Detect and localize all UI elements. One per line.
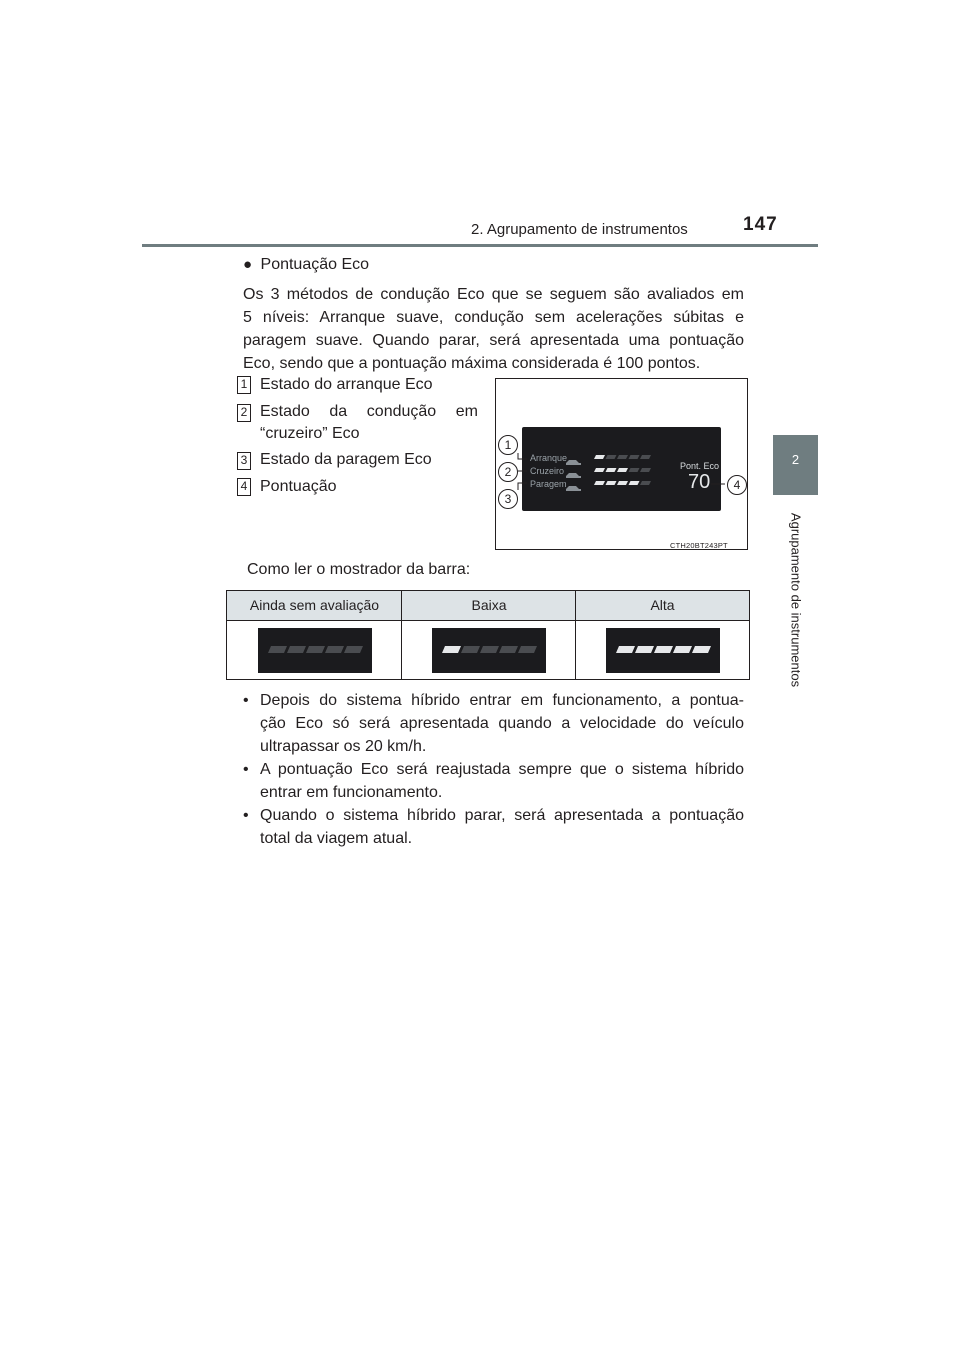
paragraph-line: 5 níveis: Arranque suave, condução sem acelerações súbitas e [243,309,744,326]
bullet-heading [243,253,369,276]
callout-4: 4 [727,475,747,495]
segment-dim [518,646,537,653]
item-text: “cruzeiro” Eco [260,425,360,442]
segment-lit [673,646,692,653]
table-header-cell: Ainda sem avaliação [227,591,402,621]
callout-3: 3 [498,489,518,509]
segment-lit [442,646,461,653]
paragraph-line: Eco, sendo que a pontuação máxima considerada é 100 pontos. [243,355,701,372]
item-number-box: 2 [237,404,251,422]
row-label: Cruzeiro [530,466,565,476]
segment-lit [654,646,673,653]
segment-dim [268,646,287,653]
page-number: 147 [743,214,778,235]
section-title: 2. Agrupamento de instrumentos [471,221,688,238]
note-line: entrar em funcionamento. [260,784,443,801]
item-number-box: 1 [237,376,251,394]
segment-dim [344,646,363,653]
bar-example-high [606,628,720,673]
score-value: 70 [688,471,711,493]
segment-dim [306,646,325,653]
item-text: Estado da paragem Eco [260,451,432,468]
note-bullet: • [243,807,249,824]
bar-segments [432,628,546,673]
segment-dim [499,646,518,653]
item-text: Estado da condução em [260,403,478,420]
header-rule [142,244,818,247]
table-intro: Como ler o mostrador da barra: [247,561,471,578]
row-label: Paragem [530,479,567,489]
item-text: Pontuação [260,478,337,495]
table-header-cell: Alta [576,591,749,621]
score-title: Pont. Eco [680,461,720,471]
segment-dim [461,646,480,653]
bar-example-none [258,628,372,673]
segment-dim [325,646,344,653]
paragraph-line: paragem suave. Quando parar, será apresentada uma pontuação [243,332,744,349]
bar-display-table [226,590,750,680]
segment-lit [692,646,711,653]
note-line: Depois do sistema híbrido entrar em funcionamento, a pontua- [260,692,744,709]
callout-leaders [495,378,748,550]
figure-code: CTH20BT243PT [670,541,728,550]
bar-segments [606,628,720,673]
table-divider [575,591,576,679]
item-text: Estado do arranque Eco [260,376,433,393]
segment-lit [635,646,654,653]
chapter-tab-label: Agrupamento de instrumentos [788,512,804,688]
bar-example-low [432,628,546,673]
item-number-box: 4 [237,478,251,496]
note-bullet: • [243,692,249,709]
row-label: Arranque [530,453,568,463]
callout-2: 2 [498,462,518,482]
bar-segments [258,628,372,673]
callout-1: 1 [498,435,518,455]
note-line: Quando o sistema híbrido parar, será apresentada a pontuação [260,807,744,824]
bullet-icon: ● [243,256,253,273]
note-line: A pontuação Eco será reajustada sempre que o sistema híbrido [260,761,744,778]
segment-dim [287,646,306,653]
segment-dim [480,646,499,653]
table-header-cell: Baixa [402,591,576,621]
note-line: total da viagem atual. [260,830,413,847]
paragraph-line: Os 3 métodos de condução Eco que se seguem são avaliados em [243,286,744,303]
bullet-heading-text: Pontuação Eco [260,256,370,273]
note-line: ultrapassar os 20 km/h. [260,738,427,755]
note-bullet: • [243,761,249,778]
note-line: ção Eco só será apresentada quando a velocidade do veículo [260,715,744,732]
table-divider [401,591,402,679]
item-number-box: 3 [237,452,251,470]
chapter-tab-number: 2 [791,452,800,467]
segment-lit [616,646,635,653]
